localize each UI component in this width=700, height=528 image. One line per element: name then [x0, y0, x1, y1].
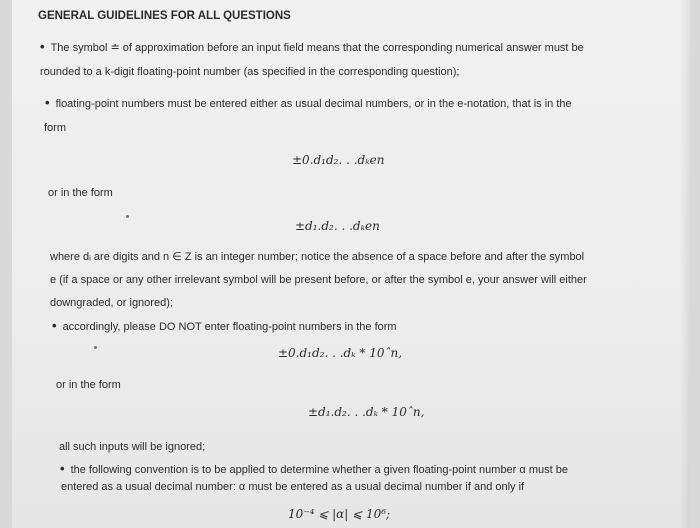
formula-power-notation: ±d₁.d₂. . .dₖ * 10ˆn, [308, 405, 425, 419]
bullet-floating-point-line2: form [44, 122, 66, 134]
guidelines-page [12, 0, 690, 528]
page-edge-shadow [680, 0, 690, 528]
section-title: GENERAL GUIDELINES FOR ALL QUESTIONS [38, 10, 291, 22]
where-line3: downgraded, or ignored); [50, 297, 173, 309]
formula-range-condition: 10⁻⁴ ⩽ |α| ⩽ 10⁶; [288, 507, 391, 521]
bullet-convention-line1: • the following convention is to be applied to determine whether a given floating-point number α must be [60, 462, 568, 477]
ignored-note: all such inputs will be ignored; [59, 441, 206, 453]
bullet-approximation-line2: rounded to a k-digit floating-point number (as specified in the corresponding question); [40, 66, 460, 78]
bullet-floating-point-line1: • floating-point numbers must be entered either as usual decimal numbers, or in the e-notation, that is in the [45, 96, 572, 111]
bullet-do-not-enter: • accordingly, please DO NOT enter floating-point numbers in the form [52, 319, 397, 334]
or-in-the-form-label: or in the form [48, 187, 113, 199]
formula-power-notation-normalized: ±0.d₁d₂. . .dₖ * 10ˆn, [278, 346, 403, 360]
stray-mark [94, 346, 97, 349]
where-line1: where dᵢ are digits and n ∈ Z is an integer number; notice the absence of a space before and after the symbol [50, 251, 585, 263]
formula-e-notation: ±d₁.d₂. . .dₖen [295, 219, 380, 233]
bullet-approximation-line1: • The symbol ≐ of approximation before an input field means that the corresponding numerical answer must be [40, 40, 584, 55]
where-line2: e (if a space or any other irrelevant symbol will be present before, or after the symbol e, your answer will either [50, 274, 587, 286]
or-in-the-form-label-2: or in the form [56, 379, 121, 391]
bullet-convention-line2: entered as a usual decimal number: α must be entered as a usual decimal number if and only if [61, 481, 525, 493]
formula-normalized-e-notation: ±0.d₁d₂. . .dₖen [292, 153, 385, 167]
stray-mark [126, 215, 129, 218]
